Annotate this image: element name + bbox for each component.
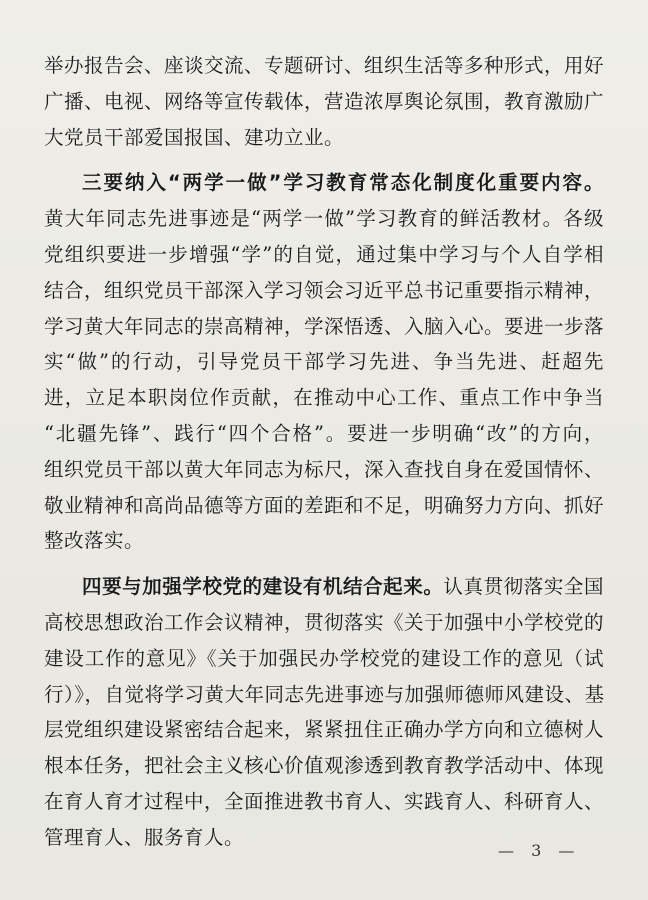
section-heading: 四要与加强学校党的建设有机结合起来。 — [82, 575, 444, 599]
text-line: 管理育人、服务育人。 — [44, 825, 245, 849]
text-line: 实“做”的行动，引导党员干部学习先进、争当先进、赶超先 — [44, 350, 604, 374]
text-line: 举办报告会、座谈交流、专题研讨、组织生活等多种形式，用好 — [44, 54, 605, 77]
heading-line — [44, 569, 604, 605]
text-line: “北疆先锋”、践行“四个合格”。要进一步明确“改”的方向， — [44, 421, 604, 445]
paragraph-1 — [44, 48, 604, 155]
text-line: 建设工作的意见》《关于加强民办学校党的建设工作的意见（试 — [44, 646, 604, 670]
text-line: 学习黄大年同志的崇高精神，学深悟透、入脑入心。要进一步落 — [44, 314, 605, 338]
text-line: 根本任务，把社会主义核心价值观渗透到教育教学活动中、体现 — [44, 754, 605, 778]
text-line: 整改落实。 — [44, 529, 145, 553]
heading-tail-text: 认真贯彻落实全国 — [443, 575, 604, 599]
text-line: 敬业精神和高尚品德等方面的差距和不足，明确努力方向、抓好 — [44, 493, 605, 517]
text-line: 结合，组织党员干部深入学习领会习近平总书记重要指示精神， — [44, 278, 605, 302]
text-line: 大党员干部爱国报国、建功立业。 — [44, 125, 345, 149]
paragraph-2 — [44, 165, 604, 559]
text-line: 行）》，自觉将学习黄大年同志先进事迹与加强师德师风建设、基 — [44, 682, 605, 706]
text-line: 黄大年同志先进事迹是“两学一做”学习教育的鲜活教材。各级 — [44, 207, 604, 231]
page-number: — 3 — — [498, 841, 581, 860]
paragraph-3 — [44, 569, 604, 855]
text-line: 组织党员干部以黄大年同志为标尺，深入查找自身在爱国情怀、 — [44, 457, 605, 481]
text-line: 层党组织建设紧密结合起来，紧紧扭住正确办学方向和立德树人 — [44, 718, 605, 742]
text-line: 在育人育才过程中，全面推进教书育人、实践育人、科研育人、 — [44, 789, 605, 813]
document-body — [44, 48, 604, 856]
text-line: 高校思想政治工作会议精神，贯彻落实《关于加强中小学校党的 — [44, 610, 605, 634]
text-line: 广播、电视、网络等宣传载体，营造浓厚舆论氛围，教育激励广 — [44, 89, 605, 113]
text-line: 党组织要进一步增强“学”的自觉，通过集中学习与个人自学相 — [44, 242, 604, 266]
text-line: 进，立足本职岗位作贡献，在推动中心工作、重点工作中争当 — [44, 386, 604, 410]
section-heading: 三要纳入“两学一做”学习教育常态化制度化重要内容。 — [82, 171, 604, 195]
